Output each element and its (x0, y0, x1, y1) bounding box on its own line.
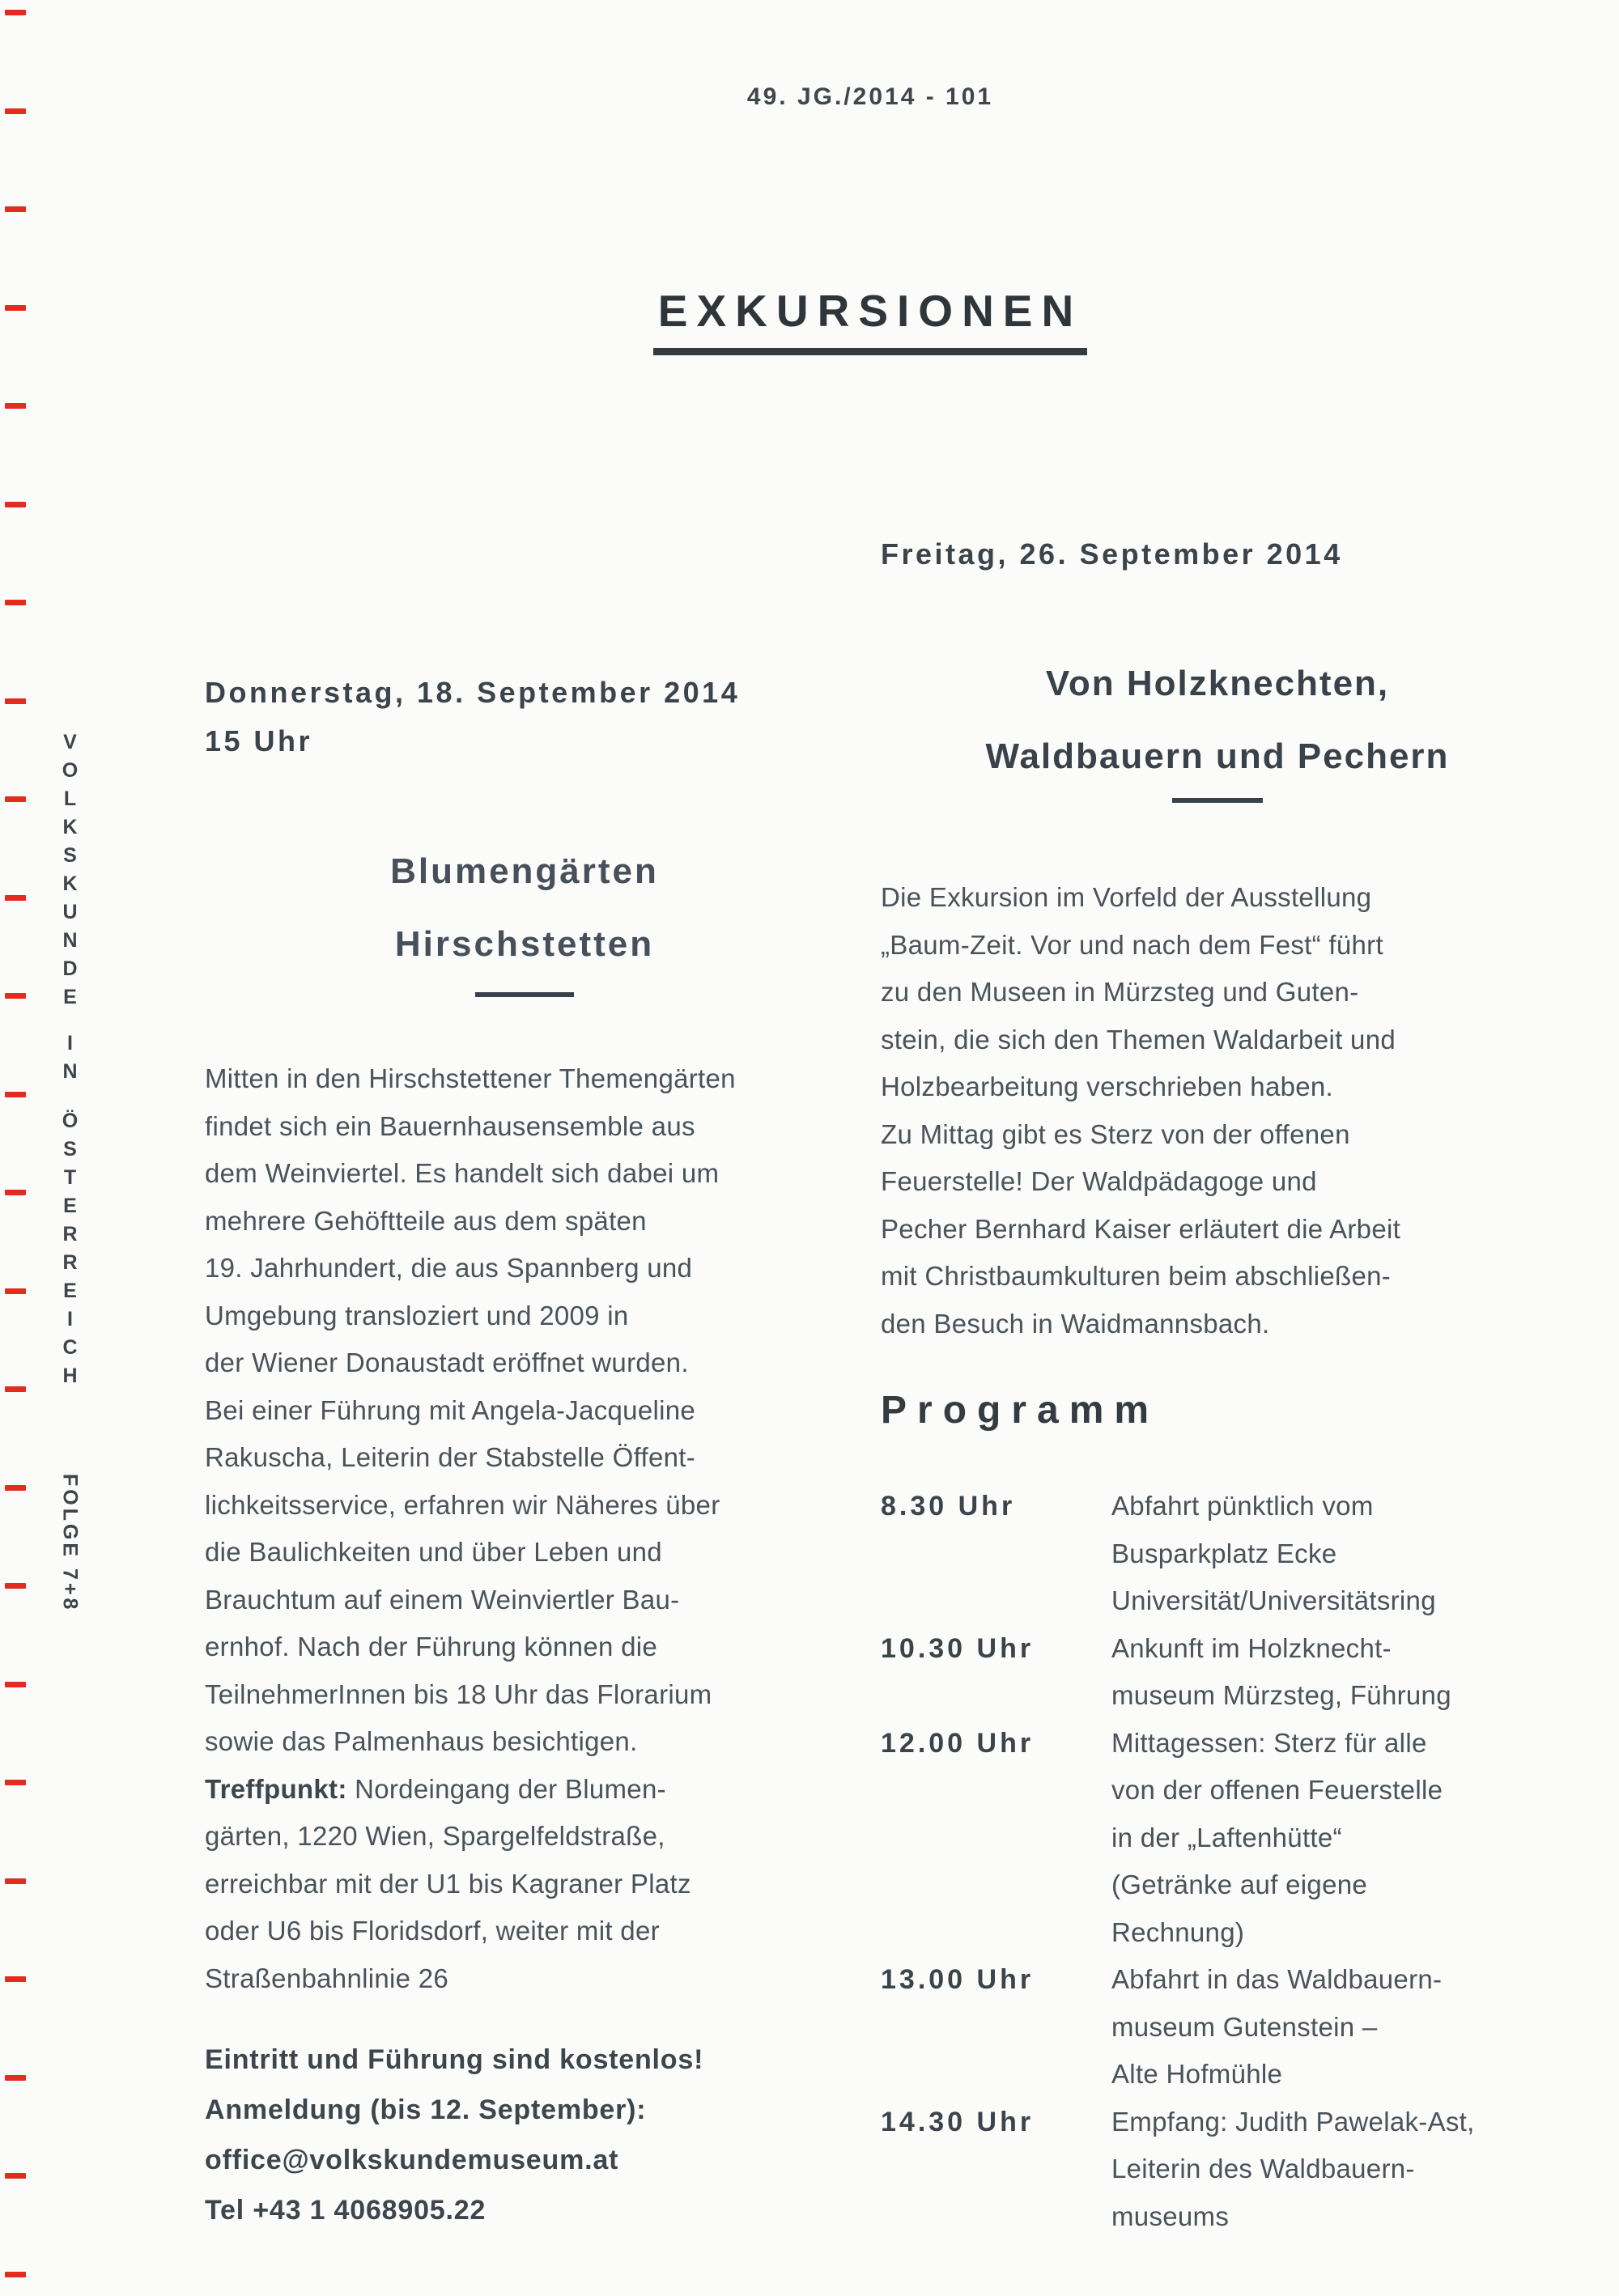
text-line: in der „Laftenhütte“ (1111, 1822, 1342, 1853)
program-time: 14.30 Uhr (881, 2106, 1035, 2137)
title-divider-rule (1172, 798, 1263, 803)
registration-mark (5, 2272, 26, 2277)
text-line: mit Christbaumkulturen beim abschließen- (881, 1261, 1392, 1291)
text-line: findet sich ein Bauernhausensemble aus (205, 1110, 695, 1141)
registration-mark (5, 206, 26, 212)
text-line: sowie das Palmenhaus besichtigen. (205, 1726, 638, 1756)
program-row (881, 1625, 1554, 1720)
registration-mark (5, 993, 26, 999)
registration-mark (5, 1190, 26, 1195)
program-row (881, 1956, 1554, 2099)
registration-mark (5, 1583, 26, 1589)
text-line: zu den Museen in Mürzsteg und Guten- (881, 977, 1359, 1007)
registration-mark (5, 1780, 26, 1785)
text-line: lichkeitsservice, erfahren wir Näheres über (205, 1489, 720, 1520)
text-line: Anmeldung (bis 12. September): (205, 2094, 647, 2125)
registration-mark (5, 796, 26, 802)
registration-mark (5, 1386, 26, 1392)
registration-mark (5, 2173, 26, 2179)
meeting-point-lines (205, 1813, 844, 2002)
left-article-title-line1: Blumengärten (390, 851, 659, 891)
text-line: museum Mürzsteg, Führung (1111, 1680, 1451, 1710)
registration-mark (5, 1682, 26, 1687)
text-line: ernhof. Nach der Führung können die (205, 1632, 658, 1662)
text-line: Rakuscha, Leiterin der Stabstelle Öffent- (205, 1442, 696, 1472)
sidebar-word-oesterreich: ÖSTERREICH (58, 1110, 82, 1393)
text-line: „Baum-Zeit. Vor und nach dem Fest“ führt (881, 929, 1383, 960)
registration-mark (5, 1878, 26, 1884)
program-time: 12.00 Uhr (881, 1727, 1035, 1759)
text-line: Abfahrt in das Waldbauern- (1111, 1964, 1443, 1994)
text-line: Universität/Universitätsring (1111, 1585, 1436, 1615)
right-column (881, 530, 1554, 2240)
text-line: Rechnung) (1111, 1916, 1245, 1947)
text-line: mehrere Gehöftteile aus dem späten (205, 1205, 647, 1236)
text-line: Tel +43 1 4068905.22 (205, 2195, 487, 2226)
registration-mark (5, 1485, 26, 1491)
text-line: Busparkplatz Ecke (1111, 1538, 1337, 1568)
sidebar-word-folge: FOLGE 7+8 (58, 1474, 82, 1613)
text-line: erreichbar mit der U1 bis Kagraner Platz (205, 1868, 691, 1899)
program-description (1111, 2099, 1554, 2241)
section-title-wrap (465, 285, 1275, 355)
text-line: gärten, 1220 Wien, Spargelfeldstraße, (205, 1821, 665, 1851)
left-column (205, 668, 844, 2235)
registration-mark (5, 2075, 26, 2081)
program-row (881, 2099, 1554, 2241)
text-line: Alte Hofmühle (1111, 2059, 1283, 2089)
right-article-title-line1: Von Holzknechten, (1045, 664, 1390, 703)
registration-mark (5, 403, 26, 409)
sidebar-word-volkskunde: VOLKSKUNDE (58, 731, 82, 1014)
text-line: Die Exkursion im Vorfeld der Ausstellung (881, 882, 1372, 912)
right-article-title-line2: Waldbauern und Pechern (985, 736, 1450, 776)
program-row (881, 1483, 1554, 1625)
program-description (1111, 1720, 1554, 1957)
registration-mark (5, 600, 26, 605)
text-line: TeilnehmerInnen bis 18 Uhr das Florarium (205, 1678, 712, 1709)
registration-mark (5, 1092, 26, 1097)
left-article-date: Donnerstag, 18. September 2014 (205, 676, 741, 709)
text-line: stein, die sich den Themen Waldarbeit und (881, 1024, 1396, 1055)
text-line: Ankunft im Holzknecht- (1111, 1632, 1392, 1663)
title-divider-rule (475, 992, 574, 997)
journal-reference: 49. JG./2014 - 101 (746, 83, 994, 110)
meeting-point-block (205, 1766, 844, 2003)
text-line: Mittagessen: Sterz für alle (1111, 1727, 1427, 1758)
left-article-title (205, 835, 844, 981)
text-line: Zu Mittag gibt es Sterz von der offenen (881, 1118, 1350, 1149)
right-article-body (881, 874, 1554, 1347)
program-list (881, 1483, 1554, 2240)
program-description (1111, 1956, 1554, 2099)
meeting-point-rest: Nordeingang der Blumen- (346, 1773, 666, 1804)
text-line: Abfahrt pünktlich vom (1111, 1491, 1374, 1521)
registration-mark (5, 10, 26, 15)
left-article-body (205, 1055, 844, 1766)
text-line: Leiterin des Waldbauern- (1111, 2154, 1415, 2184)
text-line: 19. Jahrhundert, die aus Spannberg und (205, 1253, 693, 1283)
text-line: Mitten in den Hirschstettener Themengärten (205, 1063, 736, 1093)
left-article-datetime (205, 668, 844, 766)
registration-mark (5, 1288, 26, 1294)
section-title: EXKURSIONEN (653, 285, 1087, 355)
right-article-date: Freitag, 26. September 2014 (881, 537, 1343, 571)
text-line: Pecher Bernhard Kaiser erläutert die Arbeit (881, 1213, 1401, 1244)
registration-contact-block (205, 2035, 844, 2235)
text-line: von der offenen Feuerstelle (1111, 1775, 1443, 1805)
sidebar-word-in: IN (58, 1032, 82, 1089)
registration-mark (5, 895, 26, 901)
program-time: 13.00 Uhr (881, 1964, 1035, 1995)
text-line: dem Weinviertel. Es handelt sich dabei um (205, 1158, 720, 1188)
text-line: oder U6 bis Floridsdorf, weiter mit der (205, 1916, 660, 1946)
registration-mark (5, 305, 26, 311)
program-description (1111, 1625, 1554, 1720)
program-heading: Programm (881, 1389, 1160, 1432)
text-line: die Baulichkeiten und über Leben und (205, 1537, 662, 1567)
registration-mark (5, 108, 26, 114)
text-line: Empfang: Judith Pawelak-Ast, (1111, 2106, 1475, 2137)
text-line: Eintritt und Führung sind kostenlos! (205, 2044, 704, 2075)
text-line: Umgebung transloziert und 2009 in (205, 1300, 629, 1330)
left-article-time: 15 Uhr (205, 724, 313, 758)
meeting-point-label: Treffpunkt: (205, 1773, 347, 1804)
text-line: Brauchtum auf einem Weinviertler Bau- (205, 1584, 680, 1615)
registration-mark (5, 502, 26, 507)
text-line: Bei einer Führung mit Angela-Jacqueline (205, 1394, 696, 1425)
margin-vertical-text (47, 731, 92, 1612)
text-line: museums (1111, 2201, 1230, 2231)
left-article-title-line2: Hirschstetten (394, 924, 655, 964)
program-row (881, 1720, 1554, 1957)
text-line: Straßenbahnlinie 26 (205, 1963, 449, 1993)
text-line: der Wiener Donaustadt eröffnet wurden. (205, 1347, 689, 1377)
text-line: den Besuch in Waidmannsbach. (881, 1308, 1270, 1339)
program-time: 10.30 Uhr (881, 1632, 1035, 1664)
text-line: museum Gutenstein – (1111, 2011, 1378, 2042)
text-line: office@volkskundemuseum.at (205, 2145, 619, 2175)
meeting-point-first-line (205, 1766, 844, 1814)
program-description (1111, 1483, 1554, 1625)
text-line: (Getränke auf eigene (1111, 1869, 1368, 1899)
registration-mark (5, 1976, 26, 1982)
right-article-title (881, 647, 1554, 793)
text-line: Holzbearbeitung verschrieben haben. (881, 1072, 1334, 1101)
registration-mark (5, 698, 26, 704)
text-line: Feuerstelle! Der Waldpädagoge und (881, 1166, 1317, 1196)
program-time: 8.30 Uhr (881, 1491, 1016, 1521)
